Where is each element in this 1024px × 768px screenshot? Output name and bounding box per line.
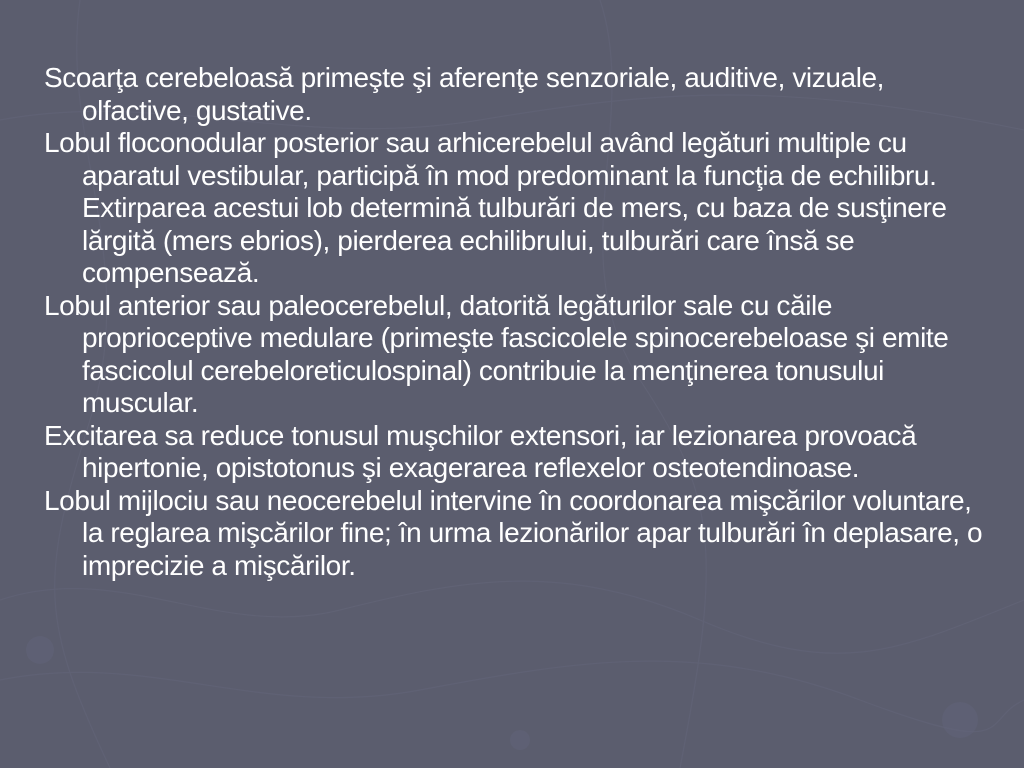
paragraph-anterior-lobe: Lobul anterior sau paleocerebelul, datorită legăturilor sale cu căile proprioceptive medulare (primeşte fascicolele spinocerebeloase şi emite fascicolul cerebeloreticulospinal) contribuie la menţinerea tonusului muscular. xyxy=(44,289,949,418)
slide-body xyxy=(44,62,984,582)
paragraph-excitation-effects: Excitarea sa reduce tonusul muşchilor extensori, iar lezionarea provoacă hipertonie, opistotonus şi exagerarea reflexelor osteotendinoase. xyxy=(44,419,917,483)
paragraph-cortex-afferents: Scoarţa cerebeloasă primeşte şi aferenţe senzoriale, auditive, vizuale, olfactive, gustative. xyxy=(44,62,885,126)
paragraph-floconodular-lobe: Lobul floconodular posterior sau arhicerebelul având legături multiple cu aparatul vestibular, participă în mod predominant la funcţia de echilibru. Extirparea acestui lob determină tulburări de mers, cu baza de susţinere lărgită (mers ebrios), pierderea echilibrului, tulburări care însă se compensează. xyxy=(44,127,947,288)
paragraph-middle-lobe: Lobul mijlociu sau neocerebelul intervine în coordonarea mişcărilor voluntare, la reglarea mişcărilor fine; în urma lezionărilor apar tulburări în deplasare, o imprecizie a mişcărilor. xyxy=(44,484,983,581)
